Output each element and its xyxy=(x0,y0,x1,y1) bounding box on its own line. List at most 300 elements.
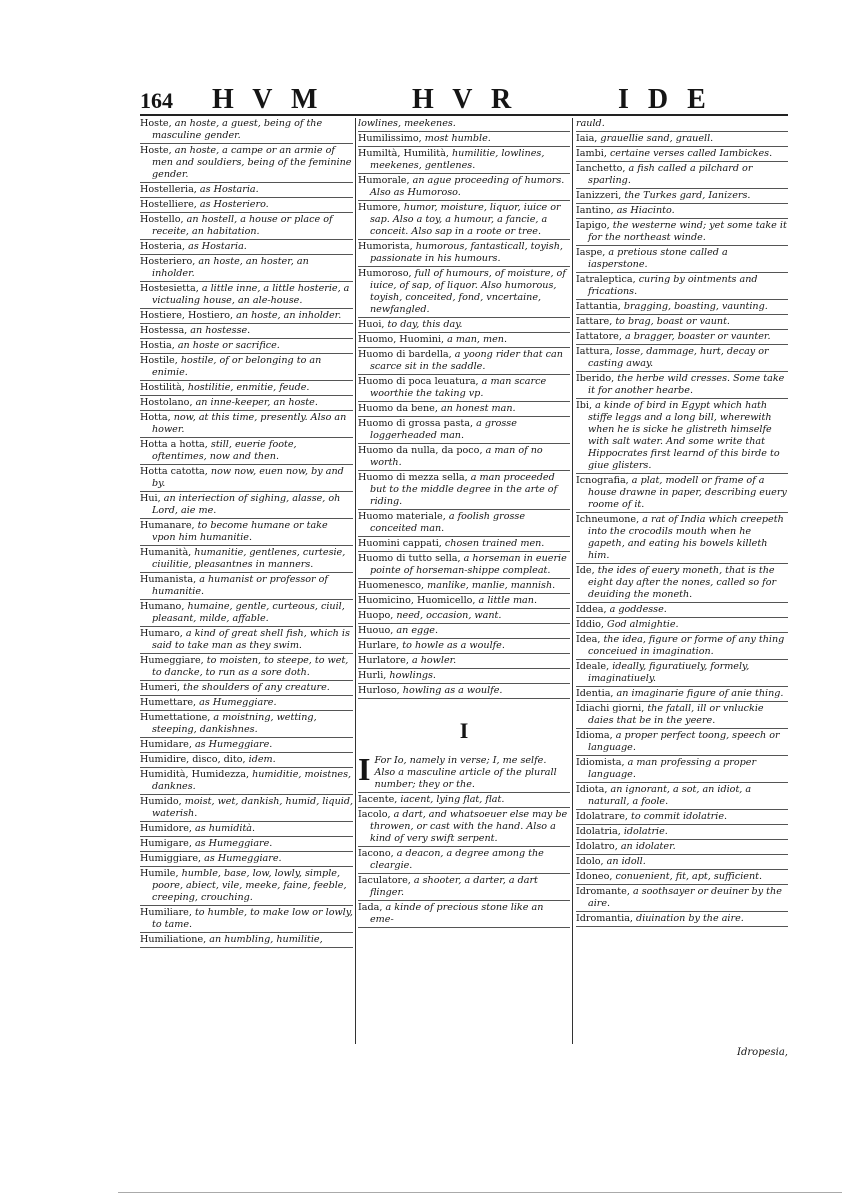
definition: the westerne wind; yet some take it for the northeast winde. xyxy=(588,220,787,243)
dictionary-entry xyxy=(576,346,788,372)
dictionary-entry xyxy=(140,907,353,933)
catchword: Idropesia, xyxy=(737,1047,788,1058)
headword: Idiota, xyxy=(576,784,608,795)
definition: a fish called a pilchard or sparling. xyxy=(588,163,753,186)
dictionary-entry xyxy=(358,148,570,174)
headword: Ideale, xyxy=(576,661,610,672)
dictionary-entry xyxy=(358,538,570,552)
headword: Huomo di poca leuatura, xyxy=(358,376,479,387)
definition: as Humeggiare. xyxy=(194,739,273,750)
definition: as Humeggiare. xyxy=(199,697,277,708)
definition: still, euerie foote, oftentimes, now and then. xyxy=(152,439,297,462)
definition: an hoste, an inholder. xyxy=(236,310,342,321)
definition: iacent, lying flat, flat. xyxy=(400,794,505,805)
dictionary-entry xyxy=(140,493,353,519)
dictionary-entry xyxy=(358,875,570,901)
definition: a dart, and whatsoeuer else may be throwen, or cast with the hand. Also a kind of very swift serpent. xyxy=(370,809,568,844)
definition: humiditie, moistnes, danknes. xyxy=(152,769,352,792)
dictionary-entry xyxy=(576,886,788,912)
headword: Idioma, xyxy=(576,730,613,741)
definition: an ignorant, a sot, an idiot, a naturall, a foole. xyxy=(588,784,752,807)
dictionary-entry xyxy=(576,688,788,702)
headword: Hostelliere, xyxy=(140,199,197,210)
dictionary-entry xyxy=(358,640,570,654)
definition: conuenient, fit, apt, sufficient. xyxy=(615,871,763,882)
definition: certaine verses called Iambickes. xyxy=(609,148,773,159)
definition: an hoste, a campe or an armie of men and souldiers, being of the feminine gender. xyxy=(152,145,352,180)
headword: Humigare, xyxy=(140,838,192,849)
headword: Hostolano, xyxy=(140,397,193,408)
definition: a yoong rider that can scarce sit in the saddle. xyxy=(370,349,563,372)
definition: a kinde of bird in Egypt which hath stiffe leggs and a long bill, wherewith when he is sicke he glistreth himselfe with salt water. And some write that Hippocrates first learnd of this birde to giue glisters. xyxy=(588,400,780,471)
headword: I xyxy=(358,751,371,787)
dictionary-entry xyxy=(358,376,570,402)
dictionary-entry xyxy=(576,856,788,870)
headword: Iacente, xyxy=(358,794,398,805)
dictionary-entry xyxy=(358,349,570,375)
dictionary-entry xyxy=(576,163,788,189)
headword: Hosteria, xyxy=(140,241,186,252)
dictionary-entry xyxy=(140,655,353,681)
dictionary-entry xyxy=(576,841,788,855)
headword: Iatraleptica, xyxy=(576,274,636,285)
running-header xyxy=(140,84,788,114)
headword: Idolatrare, xyxy=(576,811,628,822)
headword: Huouo, xyxy=(358,625,394,636)
definition: to day, this day. xyxy=(387,319,463,330)
headword: Huomenesco, xyxy=(358,580,425,591)
definition: a man scarce woorthie the taking vp. xyxy=(370,376,547,399)
dictionary-entry xyxy=(358,445,570,471)
dictionary-entry xyxy=(358,751,570,793)
definition: a moistning, wetting, steeping, dankishnes. xyxy=(152,712,317,735)
dictionary-entry xyxy=(140,382,353,396)
headword: Humiggiare, xyxy=(140,853,202,864)
dictionary-entry xyxy=(358,319,570,333)
headword: Humanare, xyxy=(140,520,195,531)
definition: humanitie, gentlenes, curtesie, ciuilitie, pleasantnes in manners. xyxy=(152,547,346,570)
headword: Iattura, xyxy=(576,346,613,357)
definition: full of humours, of moisture, of iuice, of sap, of liquor. Also humorous, toyish, conceited, fond, vncertaine, newfangled. xyxy=(370,268,566,315)
headword: Iacolo, xyxy=(358,809,391,820)
headword: Humile, xyxy=(140,868,179,879)
dictionary-entry xyxy=(140,838,353,852)
headword: Iada, xyxy=(358,902,383,913)
dictionary-entry xyxy=(576,190,788,204)
headword: Idolo, xyxy=(576,856,604,867)
headword: Humeri, xyxy=(140,682,181,693)
dictionary-entry xyxy=(358,625,570,639)
headword: Humettare, xyxy=(140,697,197,708)
dictionary-entry xyxy=(140,214,353,240)
definition: a man proceeded but to the middle degree in the arte of riding. xyxy=(370,472,558,507)
definition: an imaginarie figure of anie thing. xyxy=(616,688,784,699)
definition: to howle as a woulfe. xyxy=(402,640,505,651)
definition: an hoste, a guest, being of the masculine gender. xyxy=(152,118,323,141)
dictionary-entry xyxy=(140,754,353,768)
dictionary-entry xyxy=(140,199,353,213)
definition: a little man. xyxy=(478,595,538,606)
dictionary-entry xyxy=(576,811,788,825)
definition: humaine, gentle, curteous, ciuil, pleasant, milde, affable. xyxy=(152,601,345,624)
dictionary-entry xyxy=(358,610,570,624)
definition: a man professing a proper language. xyxy=(588,757,757,780)
definition: losse, dammage, hurt, decay or casting away. xyxy=(588,346,769,369)
headword: Hurli, xyxy=(358,670,387,681)
dictionary-entry xyxy=(358,553,570,579)
dictionary-entry xyxy=(140,310,353,324)
definition: an hoste or sacrifice. xyxy=(177,340,280,351)
definition: moist, wet, dankish, humid, liquid, waterish. xyxy=(152,796,354,819)
dictionary-entry xyxy=(576,514,788,564)
headword: Iacono, xyxy=(358,848,394,859)
headword: Hoste, xyxy=(140,145,172,156)
dictionary-entry xyxy=(140,520,353,546)
dictionary-entry xyxy=(140,184,353,198)
headword: Humidità, Humidezza, xyxy=(140,769,250,780)
headword: Humido, xyxy=(140,796,182,807)
dictionary-entry xyxy=(576,331,788,345)
headword: Iattatore, xyxy=(576,331,622,342)
dictionary-entry xyxy=(576,913,788,927)
dictionary-entry xyxy=(358,241,570,267)
headword: Humiltà, Humilità, xyxy=(358,148,449,159)
definition: a rat of India which creepeth into the crocodils mouth when he gapeth, and eating his bowels killeth him. xyxy=(588,514,784,561)
headword: Huomo, Huomini, xyxy=(358,334,445,345)
definition: an hoste, an hoster, an inholder. xyxy=(152,256,309,279)
definition: now, at this time, presently. Also an hower. xyxy=(152,412,347,435)
definition: the shoulders of any creature. xyxy=(183,682,330,693)
headword: Idolatro, xyxy=(576,841,618,852)
definition: a man, men. xyxy=(447,334,508,345)
headword: Hostilità, xyxy=(140,382,185,393)
headword: Hostessa, xyxy=(140,325,188,336)
definition: humilitie, lowlines, meekenes, gentlenes. xyxy=(370,148,545,171)
header-right: I D E xyxy=(618,84,712,115)
headword: Idoneo, xyxy=(576,871,613,882)
dictionary-entry xyxy=(576,871,788,885)
headword: Huomicino, Huomicello, xyxy=(358,595,476,606)
headword: Iattantia, xyxy=(576,301,621,312)
headword: Ibi, xyxy=(576,400,593,411)
definition: an egge. xyxy=(396,625,439,636)
headword: Iattare, xyxy=(576,316,613,327)
headword: Humidare, xyxy=(140,739,192,750)
headword: Iddea, xyxy=(576,604,607,615)
headword: Hurlare, xyxy=(358,640,400,651)
dictionary-entry xyxy=(576,316,788,330)
dictionary-entry xyxy=(576,118,788,132)
headword: Humanista, xyxy=(140,574,197,585)
definition: the Turkes gard, Ianizers. xyxy=(624,190,751,201)
definition: diuination by the aire. xyxy=(636,913,744,924)
dictionary-entry xyxy=(358,809,570,847)
definition: a humanist or professor of humanitie. xyxy=(152,574,328,597)
dictionary-entry xyxy=(358,175,570,201)
definition: For Io, namely in verse; I, me selfe. Also a masculine article of the plurall number; they or the. xyxy=(374,755,557,790)
headword: Humano, xyxy=(140,601,185,612)
headword: Huoi, xyxy=(358,319,385,330)
dictionary-entry xyxy=(358,118,570,132)
headword: Identia, xyxy=(576,688,614,699)
dictionary-entry xyxy=(140,466,353,492)
dictionary-entry xyxy=(140,256,353,282)
dictionary-entry xyxy=(140,712,353,738)
headword: Hoste, xyxy=(140,118,172,129)
headword: Hostesietta, xyxy=(140,283,199,294)
dictionary-entry xyxy=(576,784,788,810)
definition: a grosse loggerheaded man. xyxy=(370,418,517,441)
dictionary-entry xyxy=(140,628,353,654)
definition: most humble. xyxy=(424,133,491,144)
dictionary-entry xyxy=(576,274,788,300)
section-letter: I xyxy=(459,718,469,743)
dictionary-entry xyxy=(358,133,570,147)
dictionary-entry xyxy=(140,601,353,627)
definition: a goddesse. xyxy=(609,604,667,615)
definition: a shooter, a darter, a dart flinger. xyxy=(370,875,538,898)
headword: Humaro, xyxy=(140,628,183,639)
dictionary-entry xyxy=(140,412,353,438)
headword: Hotta catotta, xyxy=(140,466,208,477)
definition: God almightie. xyxy=(607,619,679,630)
definition: ideally, figuratiuely, formely, imaginatiuely. xyxy=(588,661,750,684)
column-right xyxy=(576,118,788,1044)
dictionary-entry xyxy=(140,868,353,906)
dictionary-entry xyxy=(140,241,353,255)
dictionary-entry xyxy=(576,373,788,399)
dictionary-entry xyxy=(140,118,353,144)
definition: as Hosteriero. xyxy=(199,199,269,210)
headword: Humoroso, xyxy=(358,268,412,279)
headword: Ianchetto, xyxy=(576,163,626,174)
dictionary-entry xyxy=(358,202,570,240)
dictionary-entry xyxy=(358,848,570,874)
dictionary-entry xyxy=(358,595,570,609)
dictionary-entry xyxy=(358,580,570,594)
headword: Hui, xyxy=(140,493,161,504)
header-middle: H V R xyxy=(412,84,518,115)
dictionary-entry xyxy=(140,547,353,573)
headword: Icnografia, xyxy=(576,475,629,486)
headword: Hosteriero, xyxy=(140,256,196,267)
header-left: H V M xyxy=(212,84,324,115)
dictionary-entry xyxy=(358,268,570,318)
definition: to humble, to make low or lowly, to tame. xyxy=(152,907,353,930)
headword: Hostello, xyxy=(140,214,184,225)
definition: as Humeggiare. xyxy=(204,853,282,864)
dictionary-entry xyxy=(140,340,353,354)
headword: Idromante, xyxy=(576,886,630,897)
dictionary-entry xyxy=(140,439,353,465)
definition: an idoll. xyxy=(606,856,646,867)
definition: to commit idolatrie. xyxy=(631,811,728,822)
headword: Iddio, xyxy=(576,619,604,630)
definition: now now, euen now, by and by. xyxy=(152,466,344,489)
definition: curing by ointments and frications. xyxy=(588,274,758,297)
dictionary-entry xyxy=(140,355,353,381)
definition: a deacon, a degree among the cleargie. xyxy=(370,848,544,871)
headword: Humiliare, xyxy=(140,907,192,918)
headword: Humidore, xyxy=(140,823,192,834)
headword: Humilissimo, xyxy=(358,133,422,144)
dictionary-entry xyxy=(358,403,570,417)
headword: Idiomista, xyxy=(576,757,625,768)
definition: an honest man. xyxy=(440,403,516,414)
definition: a man of no worth. xyxy=(370,445,543,468)
headword: Iaia, xyxy=(576,133,598,144)
dictionary-entry xyxy=(576,205,788,219)
headword: Idiachi giorni, xyxy=(576,703,645,714)
headword: Huomo da bene, xyxy=(358,403,438,414)
definition: hostile, of or belonging to an enimie. xyxy=(152,355,322,378)
headword: Ichneumone, xyxy=(576,514,640,525)
definition: an interiection of sighing, alasse, oh Lord, aie me. xyxy=(152,493,341,516)
definition: idolatrie. xyxy=(623,826,668,837)
definition: an idolater. xyxy=(620,841,676,852)
dictionary-entry xyxy=(576,826,788,840)
definition: humorous, fantasticall, toyish, passionate in his humours. xyxy=(370,241,563,264)
dictionary-entry xyxy=(358,655,570,669)
dictionary-entry xyxy=(140,739,353,753)
headword: Huomini cappati, xyxy=(358,538,442,549)
dictionary-entry xyxy=(358,902,570,928)
dictionary-entry xyxy=(576,400,788,474)
dictionary-entry xyxy=(358,685,570,699)
headword: Iaspe, xyxy=(576,247,606,258)
definition: idem. xyxy=(248,754,276,765)
definition: need, occasion, want. xyxy=(396,610,502,621)
dictionary-entry xyxy=(140,325,353,339)
dictionary-entry xyxy=(358,418,570,444)
headword: Idolatria, xyxy=(576,826,621,837)
dictionary-entry xyxy=(576,475,788,513)
column-middle xyxy=(358,118,573,1044)
definition: chosen trained men. xyxy=(444,538,545,549)
definition: a soothsayer or deuiner by the aire. xyxy=(588,886,782,909)
dictionary-entry xyxy=(576,220,788,246)
definition: a plat, modell or frame of a house drawne in paper, describing euery roome of it. xyxy=(588,475,787,510)
headword: Ide, xyxy=(576,565,595,576)
dictionary-entry xyxy=(358,472,570,510)
headword: Idromantia, xyxy=(576,913,633,924)
dictionary-entry xyxy=(576,619,788,633)
dictionary-entry xyxy=(140,796,353,822)
headword: Iberido, xyxy=(576,373,615,384)
definition: howling as a woulfe. xyxy=(402,685,503,696)
dictionary-entry xyxy=(140,145,353,183)
definition: an hostell, a house or place of receite, an habitation. xyxy=(152,214,333,237)
headword: Hostile, xyxy=(140,355,178,366)
definition: hostilitie, enmitie, feude. xyxy=(187,382,310,393)
headword: Iapigo, xyxy=(576,220,610,231)
definition: a pretious stone called a iasperstone. xyxy=(588,247,728,270)
definition: the herbe wild cresses. Some take it for another hearbe. xyxy=(588,373,785,396)
headword: Hotta, xyxy=(140,412,171,423)
column-left xyxy=(140,118,356,1044)
headword: Humorale, xyxy=(358,175,410,186)
dictionary-entry xyxy=(140,823,353,837)
definition: as Hostaria. xyxy=(188,241,247,252)
definition: as Humeggiare. xyxy=(194,838,273,849)
headword: Hurloso, xyxy=(358,685,400,696)
definition: as Hiacinto. xyxy=(616,205,675,216)
dictionary-entry xyxy=(140,682,353,696)
headword: Humiliatione, xyxy=(140,934,207,945)
definition: a foolish grosse conceited man. xyxy=(370,511,526,534)
headword: Huomo di tutto sella, xyxy=(358,553,461,564)
definition: a little inne, a little hosterie, a victualing house, an ale-house. xyxy=(152,283,350,306)
header-rule xyxy=(140,114,788,116)
scan-edge-line xyxy=(118,1192,842,1193)
dictionary-entry xyxy=(140,853,353,867)
definition: an hostesse. xyxy=(190,325,251,336)
headword: Hostia, xyxy=(140,340,175,351)
definition: to brag, boast or vaunt. xyxy=(615,316,730,327)
headword: Huomo da nulla, da poco, xyxy=(358,445,483,456)
dictionary-entry xyxy=(576,757,788,783)
definition: an humbling, humilitie, xyxy=(209,934,323,945)
headword: Humore, xyxy=(358,202,401,213)
definition: to moisten, to steepe, to wet, to dancke, to run as a sore doth. xyxy=(152,655,349,678)
headword: Iambi, xyxy=(576,148,607,159)
definition: the ides of euery moneth, that is the eight day after the nones, called so for deuiding the moneth. xyxy=(588,565,777,600)
definition: to become humane or take vpon him humanitie. xyxy=(152,520,328,543)
definition: howlings. xyxy=(389,670,436,681)
dictionary-entry xyxy=(576,247,788,273)
headword: Huomo di grossa pasta, xyxy=(358,418,474,429)
dictionary-entry xyxy=(576,634,788,660)
definition: a kinde of precious stone like an eme- xyxy=(370,902,544,925)
dictionary-entry xyxy=(140,397,353,411)
headword: Huomo di bardella, xyxy=(358,349,452,360)
dictionary-entry xyxy=(140,574,353,600)
definition: a howler. xyxy=(411,655,457,666)
dictionary-entry xyxy=(358,670,570,684)
dictionary-entry xyxy=(358,511,570,537)
dictionary-entry xyxy=(358,794,570,808)
page-number: 164 xyxy=(140,88,173,113)
headword: Hostiere, Hostiero, xyxy=(140,310,234,321)
headword: Huopo, xyxy=(358,610,394,621)
definition: humor, moisture, liquor, iuice or sap. Also a toy, a humour, a fancie, a conceit. Also sap in a roote or tree. xyxy=(370,202,561,237)
headword: Humidire, disco, dito, xyxy=(140,754,246,765)
definition: manlike, manlie, mannish. xyxy=(427,580,556,591)
definition: a horseman in euerie pointe of horseman-shippe compleat. xyxy=(370,553,567,576)
definition: the idea, figure or forme of any thing conceiued in imagination. xyxy=(588,634,785,657)
dictionary-entry xyxy=(576,301,788,315)
headword: Humorista, xyxy=(358,241,413,252)
dictionary-entry xyxy=(140,934,353,948)
definition: the fatall, ill or vnluckie daies that be in the yeere. xyxy=(588,703,764,726)
definition: a proper perfect toong, speech or language. xyxy=(588,730,780,753)
definition: rauld. xyxy=(576,118,605,129)
headword: Humettatione, xyxy=(140,712,211,723)
definition: humble, base, low, lowly, simple, poore, abiect, vile, meeke, faine, feeble, creeping, crouching. xyxy=(152,868,347,903)
definition: lowlines, meekenes. xyxy=(358,118,456,129)
headword: Humeggiare, xyxy=(140,655,204,666)
headword: Huomo di mezza sella, xyxy=(358,472,468,483)
definition: as Hostaria. xyxy=(199,184,259,195)
definition: an inne-keeper, an hoste. xyxy=(195,397,318,408)
headword: Humanità, xyxy=(140,547,192,558)
dictionary-page xyxy=(140,84,788,1058)
dictionary-entry xyxy=(576,730,788,756)
dictionary-entry xyxy=(576,148,788,162)
headword: Ianizzeri, xyxy=(576,190,622,201)
headword: Hotta a hotta, xyxy=(140,439,208,450)
headword: Iantino, xyxy=(576,205,614,216)
